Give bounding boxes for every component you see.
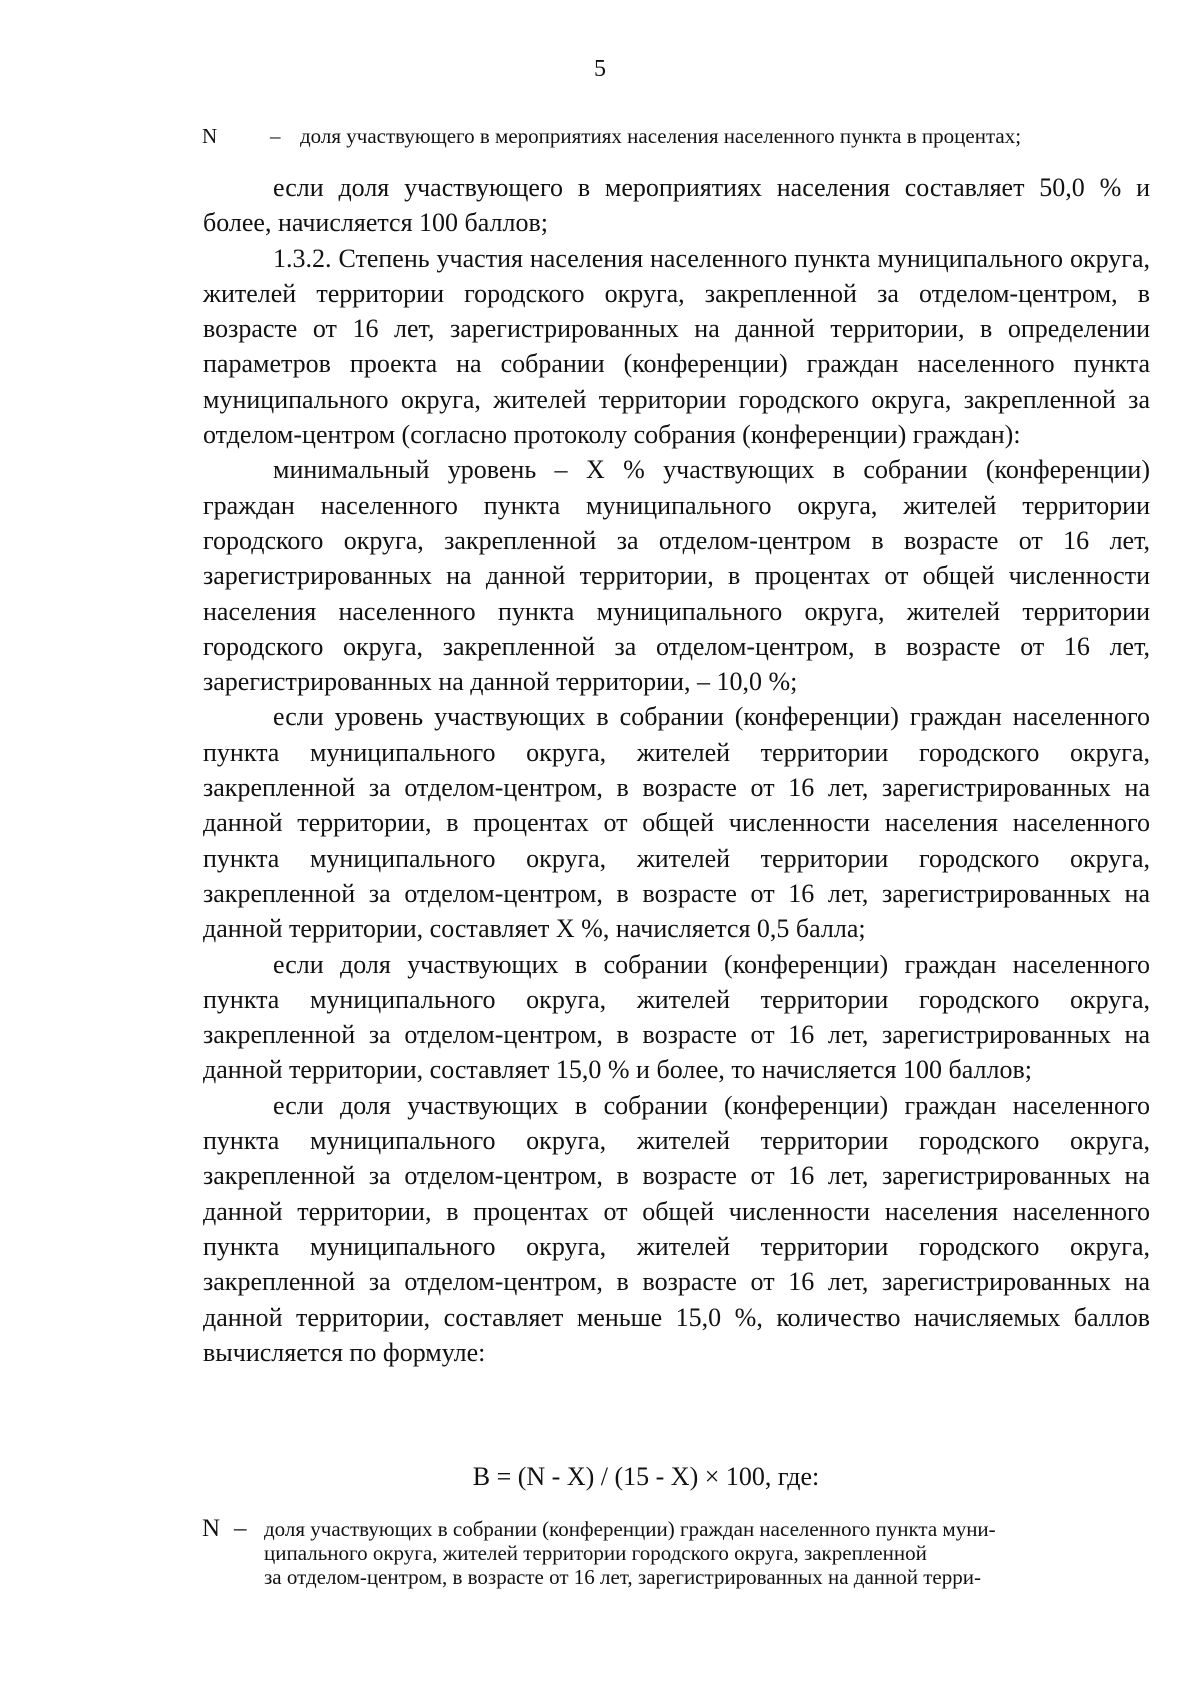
formula: B = (N - X) / (15 - X) × 100, где: — [472, 1462, 820, 1491]
definition-text: доля участвующего в мероприятиях населения населенного пункта в процентах; — [300, 124, 1022, 148]
definition-line: доля участвующих в собрании (конференции) граждан населенного пункта муни- — [264, 1517, 996, 1541]
definition-symbol: N — [202, 124, 218, 148]
definition-n-top — [202, 124, 1021, 149]
paragraph: минимальный уровень – X % участвующих в собрании (конференции) граждан населенного пункта муниципального округа, жителей территории городского округа, закрепленной за отделом-центром в возрасте от 16 лет, зарегистрированных на данной территории, в процентах от общей численности населения населенного пункта муниципального округа, жителей территории городского округа, закрепленной за отделом-центром, в возрасте от 16 лет, зарегистрированных на данной территории, – 10,0 %; — [203, 455, 1150, 697]
document-body — [203, 170, 1150, 1370]
paragraph: если уровень участвующих в собрании (конференции) граждан населенного пункта муниципального округа, жителей территории городского округа, закрепленной за отделом-центром, в возрасте от 16 лет, зарегистрированных на данной территории, в процентах от общей численности населения населенного пункта муниципального округа, жителей территории городского округа, закрепленной за отделом-центром, в возрасте от 16 лет, зарегистрированных на данной территории, составляет X %, начисляется 0,5 балла; — [203, 702, 1150, 944]
definition-text — [264, 1517, 1162, 1589]
definition-line: ципального округа, жителей территории городского округа, закрепленной — [264, 1541, 927, 1565]
paragraph: если доля участвующего в мероприятиях населения составляет 50,0 % и более, начисляется 100 баллов; — [203, 173, 1150, 238]
definition-dash: – — [270, 124, 281, 148]
definition-dash: – — [234, 1515, 247, 1542]
definition-line: за отделом-центром, в возрасте от 16 лет, зарегистрированных на данной терри- — [264, 1565, 981, 1589]
paragraph: если доля участвующих в собрании (конференции) граждан населенного пункта муниципального округа, жителей территории городского округа, закрепленной за отделом-центром, в возрасте от 16 лет, зарегистрированных на данной территории, составляет 15,0 % и более, то начисляется 100 баллов; — [203, 949, 1150, 1085]
paragraph: если доля участвующих в собрании (конференции) граждан населенного пункта муниципального округа, жителей территории городского округа, закрепленной за отделом-центром, в возрасте от 16 лет, зарегистрированных на данной территории, в процентах от общей численности населения населенного пункта муниципального округа, жителей территории городского округа, закрепленной за отделом-центром, в возрасте от 16 лет, зарегистрированных на данной территории, составляет меньше 15,0 %, количество начисляемых баллов вычисляется по формуле: — [203, 1090, 1150, 1367]
definition-n-bottom — [202, 1517, 1162, 1589]
page-number: 5 — [594, 56, 606, 82]
paragraph: 1.3.2. Степень участия населения населенного пункта муниципального округа, жителей территории городского округа, закрепленной за отделом-центром, в возрасте от 16 лет, зарегистрированных на данной территории, в определении параметров проекта на собрании (конференции) граждан населенного пункта муниципального округа, жителей территории городского округа, закрепленной за отделом-центром (согласно протоколу собрания (конференции) граждан): — [203, 243, 1150, 450]
definition-symbol: N — [202, 1515, 221, 1542]
